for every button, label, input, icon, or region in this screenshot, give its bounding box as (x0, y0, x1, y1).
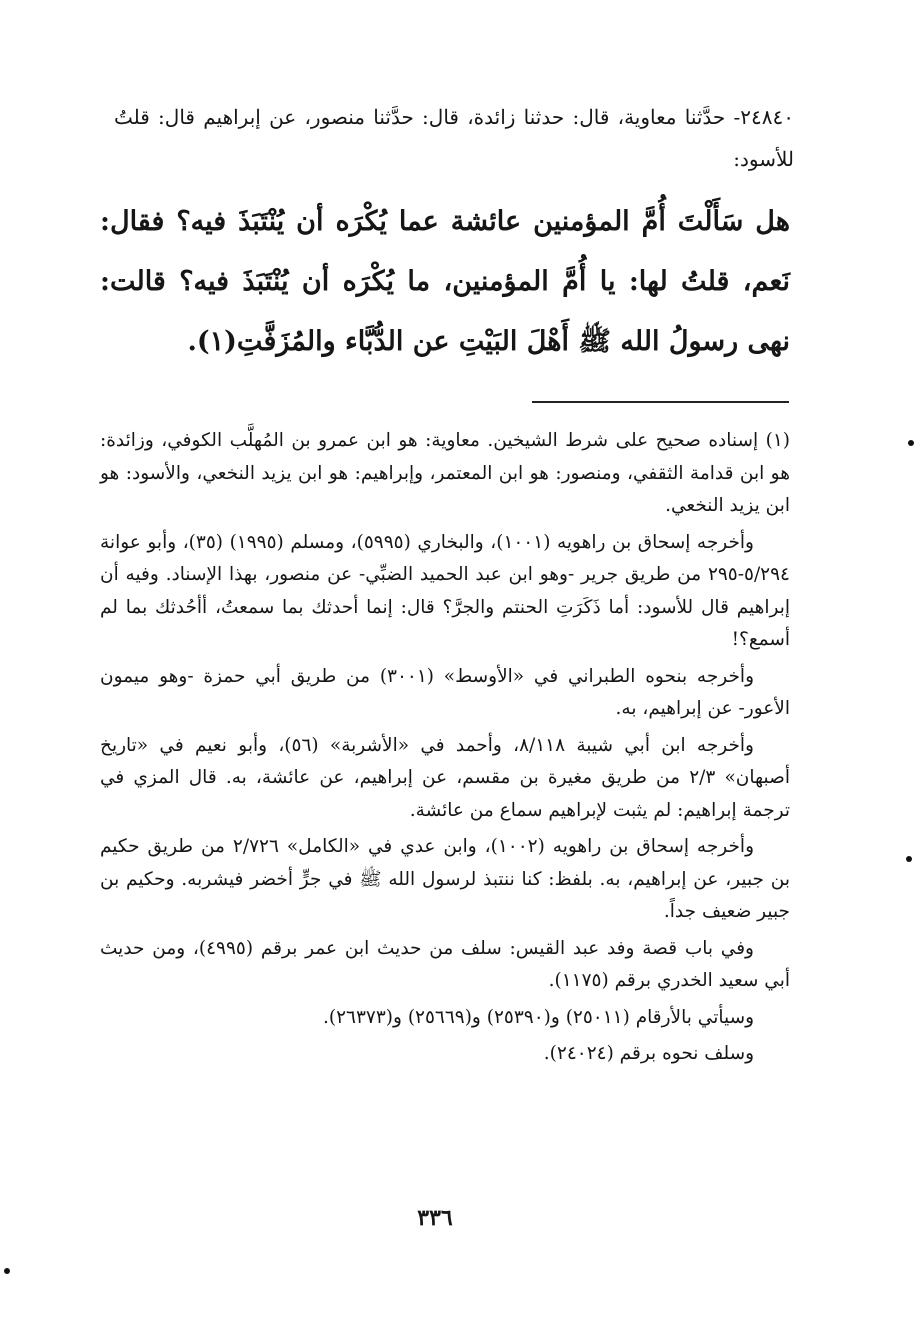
footnotes (100, 425, 790, 1075)
isnad-text: ٢٤٨٤٠- حدَّثنا معاوية، قال: حدثنا زائدة، قال: حدَّثنا منصور، عن إبراهيم قال: قلتُ للأسود: (114, 105, 794, 171)
page-number: ٣٣٦ (417, 1205, 453, 1231)
footnote-paragraph: وأخرجه بنحوه الطبراني في «الأوسط» (٣٠٠١) من طريق أبي حمزة -وهو ميمون الأعور- عن إبراهيم، به. (100, 665, 790, 719)
scan-speck (906, 856, 912, 862)
footnote-paragraph: وأخرجه ابن أبي شيبة ٨/١١٨، وأحمد في «الأشربة» (٥٦)، وأبو نعيم في «تاريخ أصبهان» ٢/٣ من طريق مغيرة بن مقسم، عن إبراهيم، عن عائشة، به. قال المزي في ترجمة إبراهيم: لم يثبت لإبراهيم سماع من عائشة. (100, 734, 790, 821)
footnote-paragraph: وأخرجه إسحاق بن راهويه (١٠٠٢)، وابن عدي في «الكامل» ٢/٧٢٦ من طريق حكيم بن جبير، عن إبراهيم، به. بلفظ: كنا ننتبذ لرسول الله ﷺ في جرٍّ أخضر فيشربه. وحكيم بن جبير ضعيف جداً. (100, 836, 790, 922)
scan-speck (908, 440, 914, 446)
footnote-separator (532, 401, 789, 403)
scan-speck (4, 1268, 10, 1274)
footnote-paragraph: (١) إسناده صحيح على شرط الشيخين. معاوية: هو ابن عمرو بن المُهلَّب الكوفي، وزائدة: هو ابن قدامة الثقفي، ومنصور: هو ابن المعتمر، وإبراهيم: هو ابن يزيد النخعي، والأسود: هو ابن يزيد النخعي. (100, 430, 790, 516)
footnote-paragraph: وفي باب قصة وفد عبد القيس: سلف من حديث ابن عمر برقم (٤٩٩٥)، ومن حديث أبي سعيد الخدري برقم (١١٧٥). (100, 937, 790, 991)
footnote-paragraph: وسيأتي بالأرقام (٢٥٠١١) و(٢٥٣٩٠) و(٢٥٦٦٩) و(٢٦٣٧٣). (322, 1006, 754, 1028)
hadith-matn (100, 192, 790, 372)
footnote-paragraph: وسلف نحوه برقم (٢٤٠٢٤). (543, 1043, 754, 1064)
hadith-isnad (114, 96, 794, 180)
matn-text: هل سَأَلْتَ أُمَّ المؤمنين عائشة عما يُكْرَه أن يُنْتَبَذَ فيه؟ فقال: نَعم، قلتُ لها: يا أُمَّ المؤمنين، ما يُكْرَه أن يُنْتَبَذَ فيه؟ قالت: نهى رسولُ الله ﷺ أَهْلَ البَيْتِ عن الدُّبَّاء والمُزَفَّتِ(١). (100, 206, 790, 357)
footnote-paragraph: وأخرجه إسحاق بن راهويه (١٠٠١)، والبخاري (٥٩٩٥)، ومسلم (١٩٩٥) (٣٥)، وأبو عوانة ٥/٢٩٤-٢٩٥ من طريق جرير -وهو ابن عبد الحميد الضبِّي- عن منصور، بهذا الإسناد. وفيه أن إبراهيم قال للأسود: أما ذَكَرَتِ الحنتم والجرَّ؟ قال: إنما أحدثك بما سمعتُ، أأحُدثك بما لم أسمع؟! (100, 531, 790, 650)
